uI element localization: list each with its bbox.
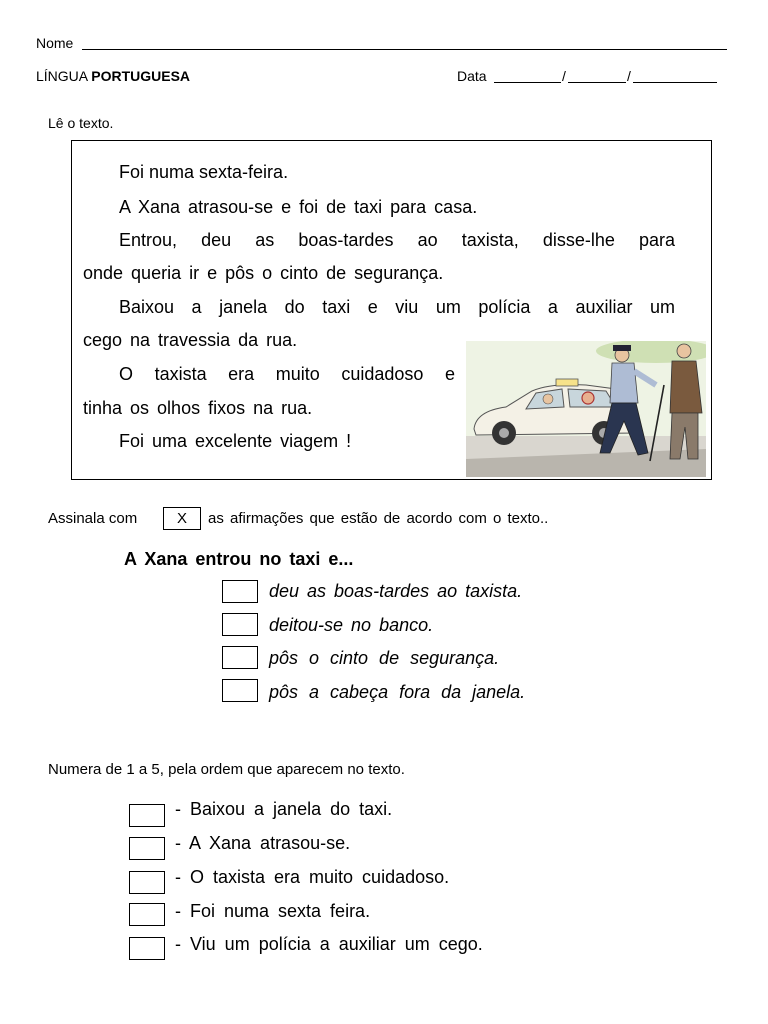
subject-prefix: LÍNGUA	[36, 68, 88, 84]
checkbox-option-2[interactable]	[222, 613, 258, 636]
exercise2-instruction: Numera de 1 a 5, pela ordem que aparecem no texto.	[48, 761, 405, 778]
story-line: tinha os olhos fixos na rua.	[83, 398, 313, 418]
number-box-2[interactable]	[129, 837, 165, 860]
subject-bold: PORTUGUESA	[91, 68, 191, 84]
option-label: deitou-se no banco.	[269, 615, 434, 635]
checkbox-option-3[interactable]	[222, 646, 258, 669]
date-separator: /	[627, 68, 631, 84]
number-box-1[interactable]	[129, 804, 165, 827]
order-item: - A Xana atrasou-se.	[175, 833, 351, 853]
order-item: - O taxista era muito cuidadoso.	[175, 867, 450, 887]
order-item: - Viu um polícia a auxiliar um cego.	[175, 934, 483, 954]
story-line: Foi uma excelente viagem !	[119, 431, 352, 451]
option-label: deu as boas-tardes ao taxista.	[269, 581, 523, 601]
name-field-line[interactable]	[82, 49, 727, 50]
date-month-line[interactable]	[568, 82, 626, 83]
instruction-prefix: Assinala com	[48, 510, 138, 527]
option-label: pôs o cinto de segurança.	[269, 648, 500, 668]
story-line: A Xana atrasou-se e foi de taxi para casa.	[119, 197, 478, 217]
date-separator: /	[562, 68, 566, 84]
number-box-3[interactable]	[129, 871, 165, 894]
story-line: onde queria ir e pôs o cinto de segurança.	[83, 263, 444, 283]
taxi-scene-illustration	[466, 341, 706, 477]
exercise1-stem: A Xana entrou no taxi e...	[124, 549, 354, 569]
story-line: O taxista era muito cuidadoso e	[119, 364, 455, 384]
story-line: cego na travessia da rua.	[83, 330, 298, 350]
checkbox-option-1[interactable]	[222, 580, 258, 603]
story-line: Foi numa sexta-feira.	[119, 162, 289, 182]
story-line: Baixou a janela do taxi e viu um polícia a auxiliar um	[119, 297, 675, 317]
order-item: - Baixou a janela do taxi.	[175, 799, 393, 819]
reading-text-box	[71, 140, 712, 480]
date-day-line[interactable]	[494, 82, 561, 83]
story-line: Entrou, deu as boas-tardes ao taxista, disse-lhe para	[119, 230, 675, 250]
example-mark-box: X	[163, 507, 201, 530]
number-box-5[interactable]	[129, 937, 165, 960]
reading-instruction: Lê o texto.	[48, 115, 114, 131]
subject-title	[36, 68, 190, 84]
number-box-4[interactable]	[129, 903, 165, 926]
exercise1-instruction	[48, 510, 137, 527]
option-label: pôs a cabeça fora da janela.	[269, 682, 526, 702]
name-label: Nome	[36, 35, 74, 51]
date-year-line[interactable]	[633, 82, 717, 83]
order-item: - Foi numa sexta feira.	[175, 901, 371, 921]
checkbox-option-4[interactable]	[222, 679, 258, 702]
instruction-suffix: as afirmações que estão de acordo com o texto..	[208, 510, 549, 527]
date-label: Data	[457, 68, 487, 84]
